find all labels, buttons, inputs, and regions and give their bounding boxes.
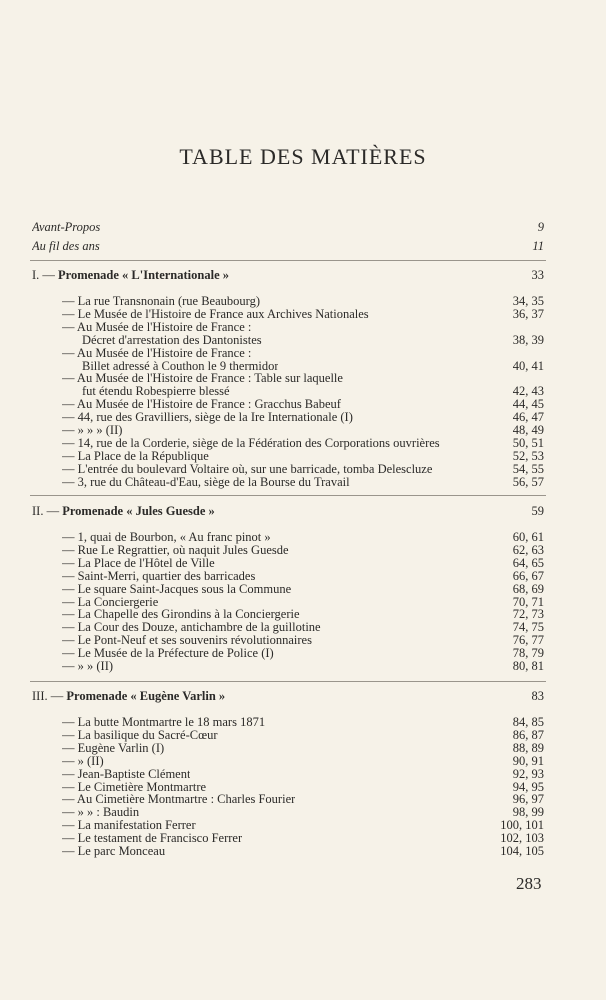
toc-entry	[62, 583, 544, 596]
entry-title: Au fil des ans	[32, 240, 100, 253]
entry-pages: 62, 63	[512, 542, 544, 557]
toc-entry	[62, 634, 544, 647]
entry-pages: 54, 55	[512, 461, 544, 476]
entry-title: — Le parc Monceau	[62, 845, 166, 858]
entry-pages: 46, 47	[512, 410, 544, 425]
entry-title: — La Chapelle des Girondins à la Conciergerie	[62, 608, 300, 622]
toc-entry	[62, 398, 544, 411]
toc-entry	[62, 347, 544, 360]
entry-pages: 40, 41	[512, 358, 544, 373]
entry-pages: 42, 43	[512, 384, 544, 399]
entry-pages: 34, 35	[512, 294, 544, 308]
entry-title: — » » : Baudin	[62, 806, 140, 820]
entry-pages: 76, 77	[512, 633, 544, 648]
section-divider	[30, 260, 546, 261]
toc-entry	[62, 437, 544, 450]
toc-entry	[62, 608, 544, 621]
entry-pages: 56, 57	[512, 474, 544, 489]
entry-pages: 72, 73	[512, 607, 544, 622]
section-divider	[30, 495, 546, 496]
entry-pages: 90, 91	[512, 753, 544, 768]
toc-entry	[62, 411, 544, 424]
toc-entry	[62, 557, 544, 570]
entry-title: — Le Musée de l'Histoire de France aux Archives Nationales	[62, 307, 369, 321]
toc-entry	[62, 806, 544, 819]
entry-title: — Eugène Varlin (I)	[62, 741, 165, 755]
entry-pages: 86, 87	[512, 727, 544, 742]
entry-title: — La Place de la République	[62, 449, 209, 463]
entry-pages: 9	[537, 220, 544, 234]
section-title	[32, 269, 229, 282]
toc-entry	[62, 793, 544, 806]
entry-pages: 70, 71	[512, 594, 544, 609]
entry-pages: 84, 85	[512, 715, 544, 729]
section-name: Promenade « Eugène Varlin »	[66, 690, 226, 703]
section-heading	[32, 505, 544, 518]
toc-entry	[62, 621, 544, 634]
entry-title: Billet adressé à Couthon le 9 thermidor	[82, 359, 279, 373]
entry-pages: 66, 67	[512, 568, 544, 583]
entry-pages: 94, 95	[512, 779, 544, 794]
entry-pages: 48, 49	[512, 423, 544, 437]
toc-entry	[62, 716, 544, 729]
toc-entry	[62, 845, 544, 858]
entry-pages: 36, 37	[512, 306, 544, 321]
entry-title: — 1, quai de Bourbon, « Au franc pinot »	[62, 531, 271, 544]
section-number: III. —	[32, 690, 67, 703]
toc-entry	[62, 660, 544, 673]
entry-title: — Au Cimetière Montmartre : Charles Fourier	[62, 793, 296, 807]
section-page: 33	[531, 268, 544, 282]
entry-pages: 52, 53	[512, 448, 544, 463]
entry-pages: 74, 75	[512, 620, 544, 635]
entry-pages: 38, 39	[512, 332, 544, 347]
toc-entry	[62, 781, 544, 794]
entry-pages: 50, 51	[512, 435, 544, 450]
entry-title: — La Place de l'Hôtel de Ville	[62, 556, 215, 570]
entry-title: — » » (II)	[62, 660, 114, 673]
entry-pages: 88, 89	[512, 740, 544, 755]
toc-entry	[62, 832, 544, 845]
toc-entry	[62, 476, 544, 489]
entry-title: — Au Musée de l'Histoire de France :	[62, 320, 252, 334]
toc-entry	[62, 531, 544, 544]
section-divider	[30, 681, 546, 682]
entry-pages: 100, 101	[500, 818, 544, 833]
entry-title: — » (II)	[62, 754, 104, 768]
section-title	[32, 505, 215, 518]
toc-entry	[62, 424, 544, 437]
entry-title: — 3, rue du Château-d'Eau, siège de la Bourse du Travail	[62, 475, 350, 489]
toc-entry	[62, 729, 544, 742]
toc-entry	[62, 755, 544, 768]
toc-entry	[62, 295, 544, 308]
section-heading	[32, 690, 544, 703]
entry-title: — La Cour des Douze, antichambre de la guillotine	[62, 621, 321, 635]
entry-pages: 80, 81	[512, 659, 544, 673]
entry-title: — » » » (II)	[62, 424, 123, 437]
entry-title: — La basilique du Sacré-Cœur	[62, 728, 218, 742]
entry-pages: 60, 61	[512, 530, 544, 544]
entry-pages: 98, 99	[512, 805, 544, 820]
section-page: 83	[531, 689, 544, 703]
toc-entry	[62, 596, 544, 609]
toc-entry	[62, 647, 544, 660]
section-name: Promenade « Jules Guesde »	[62, 505, 215, 518]
entry-title: fut étendu Robespierre blessé	[82, 385, 230, 399]
entry-title: — L'entrée du boulevard Voltaire où, sur une barricade, tomba Delescluze	[62, 462, 433, 476]
entry-title: — Saint-Merri, quartier des barricades	[62, 569, 256, 583]
toc-entry	[62, 334, 544, 347]
entry-pages: 68, 69	[512, 581, 544, 596]
toc-entry	[62, 308, 544, 321]
toc-entry	[62, 742, 544, 755]
toc-entry	[62, 360, 544, 373]
toc-entry	[62, 450, 544, 463]
entry-title: Avant-Propos	[32, 221, 101, 234]
entry-pages: 11	[532, 239, 544, 253]
entry-title: — Le testament de Francisco Ferrer	[62, 832, 243, 846]
toc-entry	[62, 385, 544, 398]
section-page: 59	[531, 504, 544, 518]
entry-title: — Le square Saint-Jacques sous la Commune	[62, 582, 292, 596]
entry-title: — La butte Montmartre le 18 mars 1871	[62, 716, 266, 729]
section-heading	[32, 269, 544, 282]
entry-pages: 104, 105	[500, 844, 544, 858]
page-number: 283	[516, 874, 542, 893]
entry-title: — Au Musée de l'Histoire de France : Table sur laquelle	[62, 372, 343, 386]
page-title: TABLE DES MATIÈRES	[179, 144, 427, 169]
entry-title: — Rue Le Regrattier, où naquit Jules Guesde	[62, 543, 289, 557]
section-number: II. —	[32, 505, 63, 518]
section-number: I. —	[32, 269, 59, 282]
entry-title: — Au Musée de l'Histoire de France :	[62, 346, 252, 360]
entry-title: — Le Cimetière Montmartre	[62, 780, 207, 794]
toc-entry	[62, 321, 544, 334]
toc-entry	[62, 372, 544, 385]
entry-title: — Le Pont-Neuf et ses souvenirs révolutionnaires	[62, 634, 312, 648]
entry-pages: 78, 79	[512, 646, 544, 661]
toc-entry	[62, 768, 544, 781]
entry-title: — La Conciergerie	[62, 595, 159, 609]
entry-title: — Jean-Baptiste Clément	[62, 767, 191, 781]
section-name: Promenade « L'Internationale »	[58, 269, 229, 282]
entry-title: — La rue Transnonain (rue Beaubourg)	[62, 295, 260, 308]
entry-pages: 102, 103	[500, 831, 544, 846]
entry-pages: 96, 97	[512, 792, 544, 807]
entry-title: — Le Musée de la Préfecture de Police (I)	[62, 647, 274, 661]
front-matter-entry	[32, 240, 544, 253]
entry-pages: 64, 65	[512, 555, 544, 570]
entry-title: — La manifestation Ferrer	[62, 819, 196, 833]
section-title	[32, 690, 225, 703]
entry-title: Décret d'arrestation des Dantonistes	[82, 333, 262, 347]
entry-title: — 14, rue de la Corderie, siège de la Fédération des Corporations ouvrières	[62, 436, 440, 450]
entry-title: — 44, rue des Gravilliers, siège de la Ire Internationale (I)	[62, 411, 353, 425]
entry-pages: 44, 45	[512, 397, 544, 412]
toc-entry	[62, 570, 544, 583]
toc-entry	[62, 819, 544, 832]
entry-pages: 92, 93	[512, 766, 544, 781]
entry-title: — Au Musée de l'Histoire de France : Gracchus Babeuf	[62, 398, 341, 412]
front-matter-entry	[32, 221, 544, 234]
toc-entry	[62, 544, 544, 557]
toc-entry	[62, 463, 544, 476]
